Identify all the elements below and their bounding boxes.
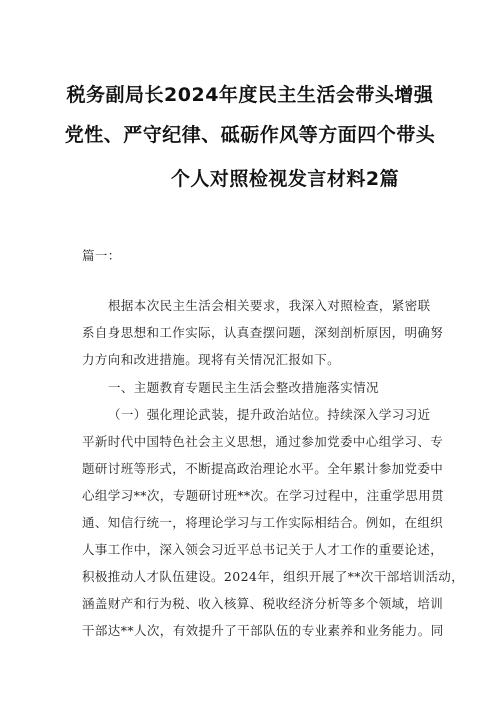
body-line-7: 心组学习**次，专题研讨班**次。在学习过程中，注重学思用贯 bbox=[82, 488, 445, 503]
body-line-8: 通、知信行统一，将理论学习与工作实际相结合。例如，在组织 bbox=[82, 515, 444, 530]
section-heading-1: 一、主题教育专题民主生活会整改措施落实情况 bbox=[108, 380, 379, 395]
body-line-5: 平新时代中国特色社会主义思想，通过参加党委中心组学习、专 bbox=[82, 434, 444, 449]
section-label: 篇一： bbox=[82, 248, 121, 263]
body-line-3: 力方向和改进措施。现将有关情况汇报如下。 bbox=[82, 352, 341, 367]
body-line-12: 干部达**人次，有效提升了干部队伍的专业素养和业务能力。同 bbox=[82, 623, 444, 638]
body-line-4: （一）强化理论武装，提升政治站位。持续深入学习习近 bbox=[108, 407, 431, 422]
body-line-10: 积极推动人才队伍建设。2024年，组织开展了**次干部培训活动， bbox=[82, 569, 465, 584]
body-line-11: 涵盖财产和行为税、收入核算、税收经济分析等多个领域，培训 bbox=[82, 596, 444, 611]
body-line-6: 题研讨班等形式，不断提高政治理论水平。全年累计参加党委中 bbox=[82, 461, 444, 476]
body-line-1: 根据本次民主生活会相关要求，我深入对照检查，紧密联 bbox=[108, 298, 431, 313]
document-title-line-3: 个人对照检视发言材料2篇 bbox=[170, 168, 400, 190]
body-line-9: 人事工作中，深入领会习近平总书记关于人才工作的重要论述， bbox=[82, 542, 444, 557]
document-title-line-1: 税务副局长2024年度民主生活会带头增强 bbox=[66, 84, 434, 106]
body-line-2: 系自身思想和工作实际，认真查摆问题，深刻剖析原因，明确努 bbox=[82, 325, 444, 340]
document-title-line-2: 党性、严守纪律、砥砺作风等方面四个带头 bbox=[64, 124, 436, 146]
